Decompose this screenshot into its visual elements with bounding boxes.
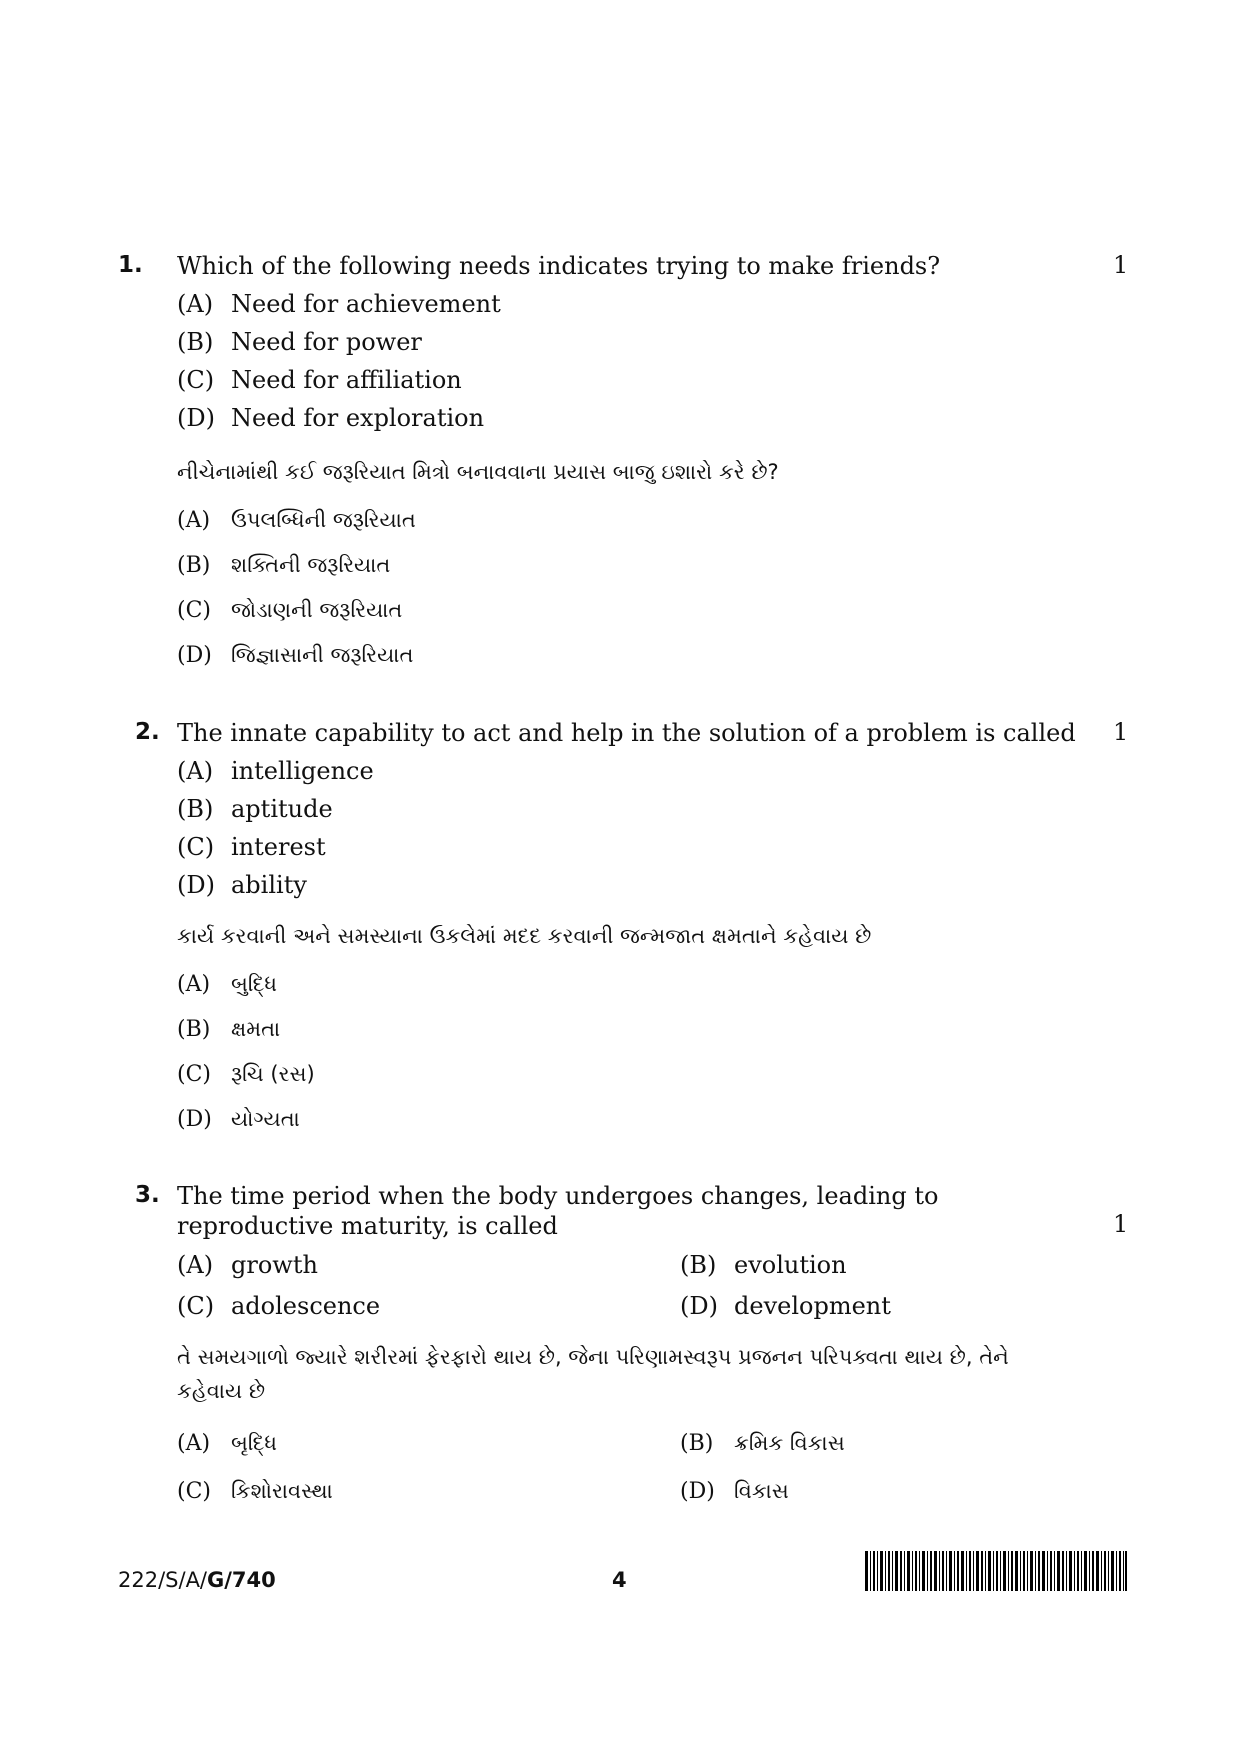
option-text: ક્ષમતા xyxy=(231,1017,281,1041)
option-label: (B) xyxy=(680,1251,717,1279)
option-d xyxy=(680,1291,891,1321)
paper-code xyxy=(118,1568,276,1592)
option-label: (D) xyxy=(680,1479,715,1504)
gujarati-option-d xyxy=(177,640,413,671)
option-text: evolution xyxy=(734,1251,847,1279)
question-marks: 1 xyxy=(1113,251,1129,279)
option-text: વિકાસ xyxy=(734,1479,789,1503)
option-text: બુદ્ધિ xyxy=(231,972,277,996)
option-text: interest xyxy=(231,833,326,861)
option-label: (C) xyxy=(177,598,211,623)
option-c xyxy=(177,832,326,862)
option-b xyxy=(177,794,333,824)
option-label: (D) xyxy=(177,404,215,432)
gujarati-option-c xyxy=(177,1476,333,1507)
gujarati-option-d xyxy=(680,1476,789,1507)
option-label: (A) xyxy=(177,1251,214,1279)
paper-code-bold: G/740 xyxy=(207,1568,276,1592)
option-text: adolescence xyxy=(231,1292,381,1320)
option-d xyxy=(177,870,307,900)
gujarati-option-d xyxy=(177,1104,300,1135)
option-text: Need for exploration xyxy=(231,404,485,432)
option-label: (D) xyxy=(177,871,215,899)
option-label: (A) xyxy=(177,290,214,318)
option-label: (A) xyxy=(177,757,214,785)
option-label: (C) xyxy=(177,366,215,394)
option-label: (C) xyxy=(177,833,215,861)
question-marks: 1 xyxy=(1113,718,1129,746)
gujarati-option-c xyxy=(177,595,402,626)
option-text: Need for affiliation xyxy=(231,366,462,394)
gujarati-question-text: નીચેનામાંથી કઈ જરૂરિયાત મિત્રો બનાવવાના પ્રયાસ બાજુ ઇશારો કરે છે? xyxy=(177,460,779,484)
option-label: (D) xyxy=(177,1107,212,1132)
option-label: (D) xyxy=(177,643,212,668)
gujarati-option-a xyxy=(177,505,416,536)
gujarati-option-b xyxy=(177,550,390,581)
option-text: Need for power xyxy=(231,328,422,356)
option-label: (C) xyxy=(177,1292,215,1320)
question-text: The innate capability to act and help in the solution of a problem is called xyxy=(177,719,1076,747)
gujarati-option-b xyxy=(680,1428,845,1459)
option-text: ઉપલબ્ધિની જરૂરિયાત xyxy=(231,508,416,532)
gujarati-option-c xyxy=(177,1059,315,1090)
question-text: The time period when the body undergoes changes, leading to reproductive maturity, is called xyxy=(177,1182,939,1240)
option-text: જિજ્ઞાસાની જરૂરિયાત xyxy=(231,643,414,667)
option-text: કિશોરાવસ્થા xyxy=(231,1479,333,1503)
option-d xyxy=(177,403,484,433)
option-a xyxy=(177,756,374,786)
option-c xyxy=(177,365,462,395)
page-number: 4 xyxy=(612,1568,627,1592)
option-label: (C) xyxy=(177,1479,211,1504)
option-text: growth xyxy=(231,1251,318,1279)
option-label: (A) xyxy=(177,1431,211,1456)
option-label: (B) xyxy=(177,553,211,578)
question-number: 1. xyxy=(118,252,143,278)
paper-code-prefix: 222/S/A/ xyxy=(118,1568,208,1592)
option-label: (A) xyxy=(177,508,211,533)
option-b xyxy=(680,1250,847,1280)
option-a xyxy=(177,289,501,319)
option-label: (A) xyxy=(177,972,211,997)
option-label: (D) xyxy=(680,1292,718,1320)
gujarati-question-text: તે સમયગાળો જ્યારે શરીરમાં ફેરફારો થાય છે, જેના પરિણામસ્વરૂપ પ્રજનન પરિપક્વતા થાય છે, તેને કહેવાય છે xyxy=(177,1345,1009,1403)
option-text: ક્રમિક વિકાસ xyxy=(734,1431,845,1455)
option-label: (B) xyxy=(177,1017,211,1042)
option-label: (B) xyxy=(680,1431,714,1456)
gujarati-option-a xyxy=(177,969,277,1000)
option-c xyxy=(177,1291,380,1321)
option-text: યોગ્યતા xyxy=(231,1107,300,1131)
option-a xyxy=(177,1250,318,1280)
option-text: development xyxy=(734,1292,891,1320)
option-text: બૃદ્ધિ xyxy=(231,1431,277,1455)
option-text: aptitude xyxy=(231,795,333,823)
option-label: (B) xyxy=(177,795,214,823)
question-number: 2. xyxy=(135,719,160,745)
option-text: શક્તિની જરૂરિયાત xyxy=(231,553,391,577)
option-text: Need for achievement xyxy=(231,290,501,318)
gujarati-option-b xyxy=(177,1014,280,1045)
barcode-icon xyxy=(865,1551,1127,1591)
question-number: 3. xyxy=(135,1182,160,1208)
option-text: જોડાણની જરૂરિયાત xyxy=(231,598,403,622)
question-text: Which of the following needs indicates trying to make friends? xyxy=(177,252,941,280)
question-marks: 1 xyxy=(1113,1210,1129,1238)
gujarati-question-text: કાર્ય કરવાની અને સમસ્યાના ઉકલેમાં મદદ કરવાની જન્મજાત ક્ષમતાને કહેવાય છે xyxy=(177,924,872,948)
option-label: (C) xyxy=(177,1062,211,1087)
option-text: intelligence xyxy=(231,757,374,785)
option-b xyxy=(177,327,422,357)
option-label: (B) xyxy=(177,328,214,356)
option-text: રૂચિ (રસ) xyxy=(231,1062,315,1086)
gujarati-option-a xyxy=(177,1428,277,1459)
option-text: ability xyxy=(231,871,307,899)
